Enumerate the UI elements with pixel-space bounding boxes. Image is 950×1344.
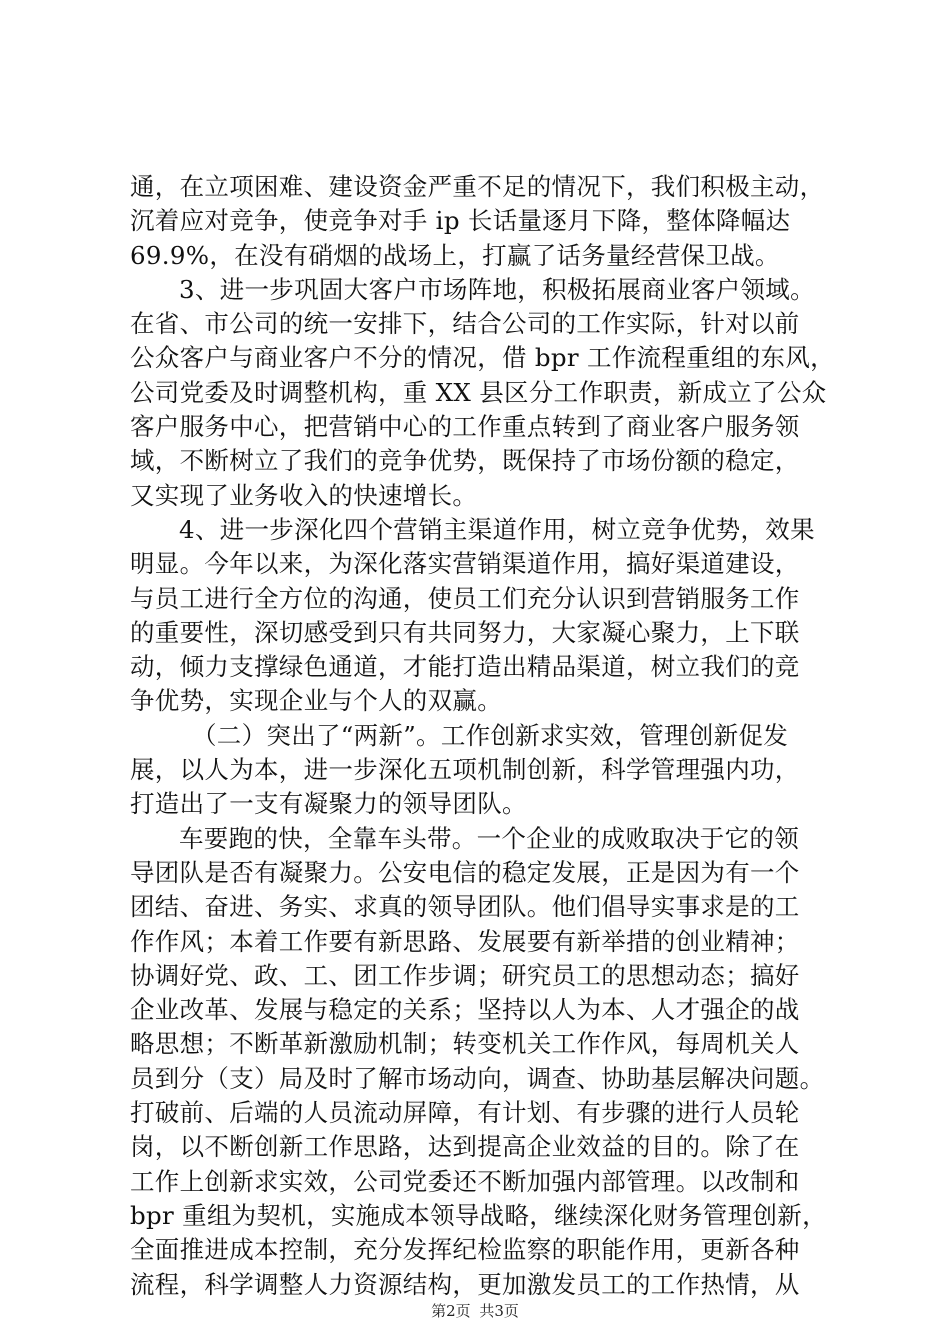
text-line: 通，在立项困难、建设资金严重不足的情况下，我们积极主动， [130, 172, 825, 201]
text-line: 域，不断树立了我们的竞争优势，既保持了市场份额的稳定， [130, 446, 800, 476]
text-line: 的重要性，深切感受到只有共同努力，大家凝心聚力，上下联 [130, 617, 800, 647]
text-line: 明显。今年以来，为深化落实营销渠道作用，搞好渠道建设， [130, 549, 800, 579]
text-line: 作作风；本着工作要有新思路、发展要有新举措的创业精神； [130, 926, 800, 956]
paragraph-start-line: 车要跑的快，全靠车头带。一个企业的成败取决于它的领 [179, 823, 799, 853]
text-line: 导团队是否有凝聚力。公安电信的稳定发展，正是因为有一个 [130, 857, 800, 887]
text-line: 争优势，实现企业与个人的双赢。 [130, 686, 502, 716]
text-line: 打破前、后端的人员流动屏障，有计划、有步骤的进行人员轮 [130, 1098, 800, 1128]
page-number: 第2页 [431, 1302, 471, 1320]
text-line: 又实现了业务收入的快速增长。 [130, 480, 478, 510]
text-line: 团结、奋进、务实、求真的领导团队。他们倡导实事求是的工 [130, 892, 800, 922]
text-line: 在省、市公司的统一安排下，结合公司的工作实际，针对以前 [130, 309, 800, 339]
page-total: 共3页 [479, 1302, 519, 1320]
text-line: 动，倾力支撑绿色通道，才能打造出精品渠道，树立我们的竞 [130, 652, 800, 682]
text-line: 打造出了一支有凝聚力的领导团队。 [130, 789, 527, 819]
text-line: 与员工进行全方位的沟通，使员工们充分认识到营销服务工作 [130, 583, 800, 613]
text-line: 企业改革、发展与稳定的关系；坚持以人为本、人才强企的战 [130, 995, 800, 1025]
text-line: bpr 重组为契机，实施成本领导战略，继续深化财务管理创新， [130, 1200, 827, 1230]
text-line: 岗，以不断创新工作思路，达到提高企业效益的目的。除了在 [130, 1132, 800, 1162]
paragraph-start-line: 3、进一步巩固大客户市场阵地，积极拓展商业客户领域。 [179, 274, 815, 304]
text-line: 展，以人为本，进一步深化五项机制创新，科学管理强内功， [130, 755, 800, 785]
page-footer [0, 1300, 950, 1321]
text-line: 员到分（支）局及时了解市场动向，调查、协助基层解决问题。 [130, 1063, 825, 1093]
text-line: 公众客户与商业客户不分的情况，借 bpr 工作流程重组的东风， [130, 343, 835, 373]
text-line: 沉着应对竞争，使竞争对手 ip 长话量逐月下降，整体降幅达 [130, 206, 791, 236]
document-body [130, 170, 835, 1302]
text-line: 流程，科学调整人力资源结构，更加激发员工的工作热情，从 [130, 1269, 800, 1299]
paragraph-start-line: 4、进一步深化四个营销主渠道作用，树立竞争优势，效果 [179, 514, 815, 544]
text-line: 全面推进成本控制，充分发挥纪检监察的职能作用，更新各种 [130, 1235, 800, 1265]
text-line: 略思想；不断革新激励机制；转变机关工作作风，每周机关人 [130, 1029, 800, 1059]
section-heading-line: （二）突出了“两新”。工作创新求实效，管理创新促发 [192, 720, 789, 750]
text-line: 客户服务中心，把营销中心的工作重点转到了商业客户服务领 [130, 412, 800, 442]
text-line: 69.9%，在没有硝烟的战场上，打赢了话务量经营保卫战。 [130, 240, 780, 270]
text-line: 工作上创新求实效，公司党委还不断加强内部管理。以改制和 [130, 1166, 800, 1196]
text-line: 协调好党、政、工、团工作步调；研究员工的思想动态；搞好 [130, 960, 800, 990]
text-line: 公司党委及时调整机构，重 XX 县区分工作职责，新成立了公众 [130, 377, 827, 407]
